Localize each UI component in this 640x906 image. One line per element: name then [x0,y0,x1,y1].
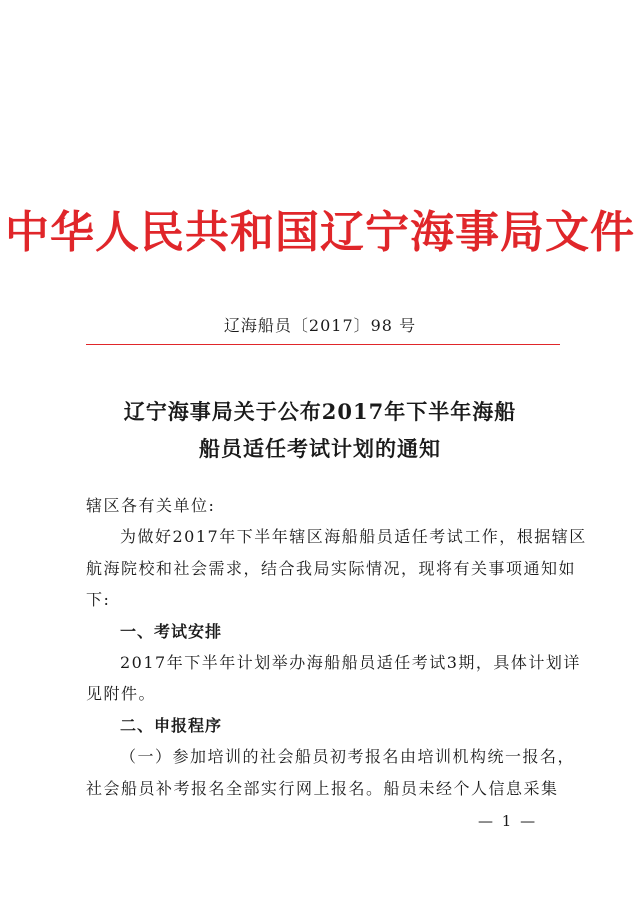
section1-line: 见附件。 [86,684,157,703]
document-title-line-2: 船员适任考试计划的通知 [199,436,441,461]
paragraph-line: 为做好2017年下半年辖区海船船员适任考试工作，根据辖区 [120,527,587,546]
section1-line: 2017年下半年计划举办海船船员适任考试3期，具体计划详 [120,653,581,672]
document-number: 辽海船员〔2017〕98 号 [223,316,417,335]
letterhead-title: 中华人民共和国辽宁海事局文件 [5,207,635,258]
page-number: — 1 — [478,812,538,830]
salutation: 辖区各有关单位: [86,496,216,515]
section-heading-exam-arrangement: 一、考试安排 [120,622,223,641]
red-divider-line [86,344,560,345]
document-title-line-1: 辽宁海事局关于公布2017年下半年海船 [123,399,517,424]
section2-line: （一）参加培训的社会船员初考报名由培训机构统一报名， [120,747,576,766]
section2-line: 社会船员补考报名全部实行网上报名。船员未经个人信息采集 [86,779,559,798]
paragraph-line: 下: [86,590,111,609]
paragraph-line: 航海院校和社会需求，结合我局实际情况，现将有关事项通知如 [86,559,577,578]
section-heading-application-procedure: 二、申报程序 [120,716,223,735]
